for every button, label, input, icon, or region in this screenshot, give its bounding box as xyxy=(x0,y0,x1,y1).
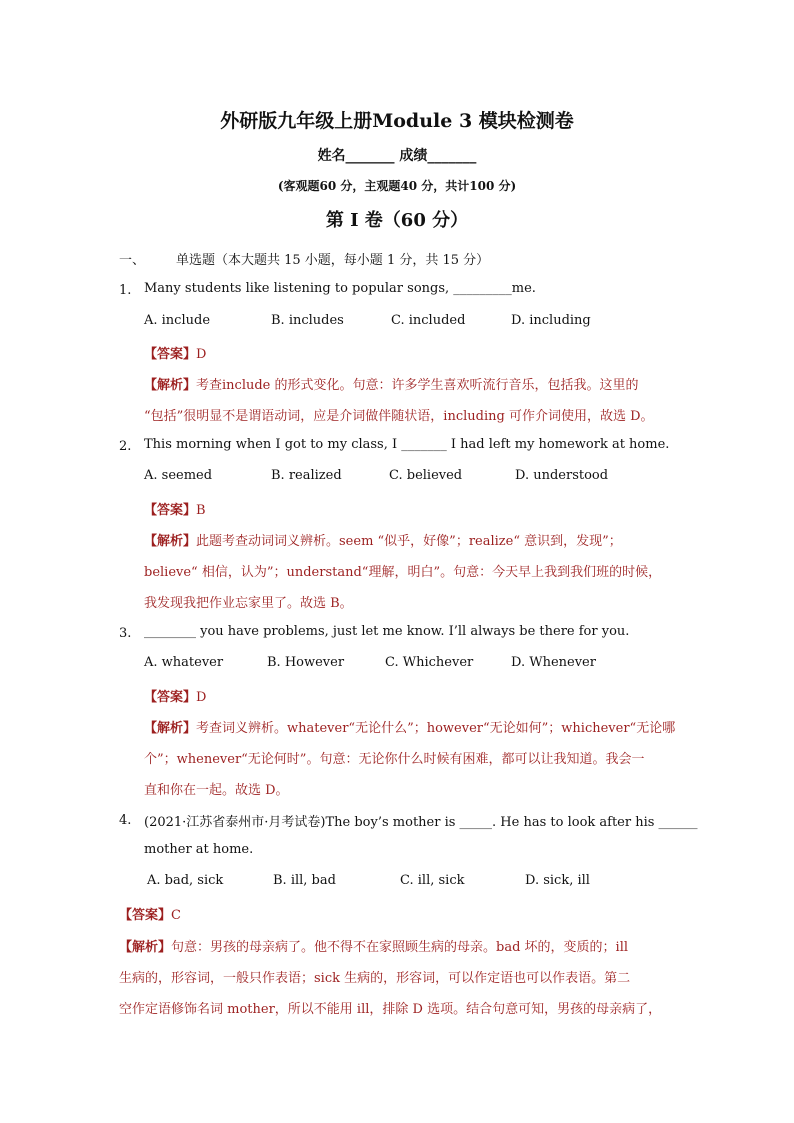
option-b: B. includes xyxy=(271,313,344,328)
question-stem: ________ you have problems, just let me know. I’ll always be there for you. xyxy=(144,624,630,639)
option-d: D. sick, ill xyxy=(525,873,590,888)
answer-value: D xyxy=(196,690,207,705)
answer-line xyxy=(144,343,206,362)
option-a: A. whatever xyxy=(144,655,224,670)
analysis-text: 句意：男孩的母亲病了。他不得不在家照顾生病的母亲。bad 坏的，变质的；ill xyxy=(171,940,629,955)
analysis-line xyxy=(144,374,639,393)
option-c: C. ill, sick xyxy=(400,873,465,888)
option-b: B. realized xyxy=(271,468,342,483)
question-stem: This morning when I got to my class, I _______ I had left my homework at home. xyxy=(144,437,670,452)
answer-line xyxy=(144,686,206,705)
option-c: C. believed xyxy=(389,468,463,483)
analysis-line xyxy=(144,717,675,736)
option-a: A. bad, sick xyxy=(147,873,224,888)
answer-label: 【答案】 xyxy=(144,503,197,518)
analysis-text: 考查词义辨析。whatever“无论什么”；however“无论如何”；whichever“无论哪 xyxy=(196,721,676,736)
analysis-text: 我发现我把作业忘家里了。故选 B。 xyxy=(144,596,353,611)
analysis-text: 考查include 的形式变化。句意：许多学生喜欢听流行音乐，包括我。这里的 xyxy=(196,378,639,393)
option-c: C. Whichever xyxy=(385,655,474,670)
question-stem-continued: mother at home. xyxy=(144,842,254,857)
option-a: A. seemed xyxy=(144,468,213,483)
page-title: 外研版九年级上册Module 3 模块检测卷 xyxy=(220,110,574,132)
question-number: 1. xyxy=(119,283,132,298)
answer-line xyxy=(119,904,181,923)
analysis-text: 直和你在一起。故选 D。 xyxy=(144,783,289,798)
option-d: D. Whenever xyxy=(511,655,596,670)
part-heading: 第 I 卷（60 分） xyxy=(325,210,469,231)
option-b: B. However xyxy=(267,655,345,670)
answer-label: 【答案】 xyxy=(144,690,197,705)
analysis-label: 【解析】 xyxy=(144,378,197,393)
answer-line xyxy=(144,499,206,518)
analysis-text: “包括”很明显不是谓语动词，应是介词做伴随状语，including 可作介词使用，故选 D。 xyxy=(144,409,654,424)
analysis-label: 【解析】 xyxy=(144,534,197,549)
answer-value: D xyxy=(196,347,207,362)
section-heading: 单选题（本大题共 15 小题，每小题 1 分，共 15 分） xyxy=(176,253,490,268)
option-d: D. including xyxy=(511,313,591,328)
score-distribution: (客观题60 分，主观题40 分，共计100 分) xyxy=(277,179,517,193)
answer-label: 【答案】 xyxy=(119,908,172,923)
analysis-text: believe“ 相信，认为”；understand“理解，明白”。句意：今天早上我到我们班的时候， xyxy=(144,565,662,580)
question-number: 2. xyxy=(119,439,132,454)
analysis-text: 个”；whenever“无论何时”。句意：无论你什么时候有困难，都可以让我知道。我会一 xyxy=(144,752,645,767)
option-b: B. ill, bad xyxy=(273,873,336,888)
name-score-line: 姓名_______ 成绩_______ xyxy=(317,148,477,164)
analysis-line xyxy=(119,936,628,955)
question-number: 4. xyxy=(119,813,132,828)
section-number: 一、 xyxy=(119,253,146,268)
analysis-text: 生病的，形容词，一般只作表语；sick 生病的，形容词，可以作定语也可以作表语。第二 xyxy=(119,971,631,986)
option-c: C. included xyxy=(391,313,466,328)
option-a: A. include xyxy=(144,313,211,328)
answer-value: C xyxy=(171,908,181,923)
analysis-text: 此题考查动词词义辨析。seem “似乎，好像”；realize“ 意识到，发现”； xyxy=(196,534,622,549)
question-number: 3. xyxy=(119,626,132,641)
analysis-line xyxy=(144,530,622,549)
analysis-text: 空作定语修饰名词 mother，所以不能用 ill，排除 D 选项。结合句意可知，男孩的母亲病了， xyxy=(119,1002,662,1017)
analysis-label: 【解析】 xyxy=(119,940,172,955)
question-stem: Many students like listening to popular songs, _________me. xyxy=(144,281,536,296)
question-stem: (2021·江苏省泰州市·月考试卷)The boy’s mother is _____. He has to look after his ______ xyxy=(144,815,698,830)
answer-value: B xyxy=(196,503,206,518)
analysis-label: 【解析】 xyxy=(144,721,197,736)
answer-label: 【答案】 xyxy=(144,347,197,362)
option-d: D. understood xyxy=(515,468,609,483)
